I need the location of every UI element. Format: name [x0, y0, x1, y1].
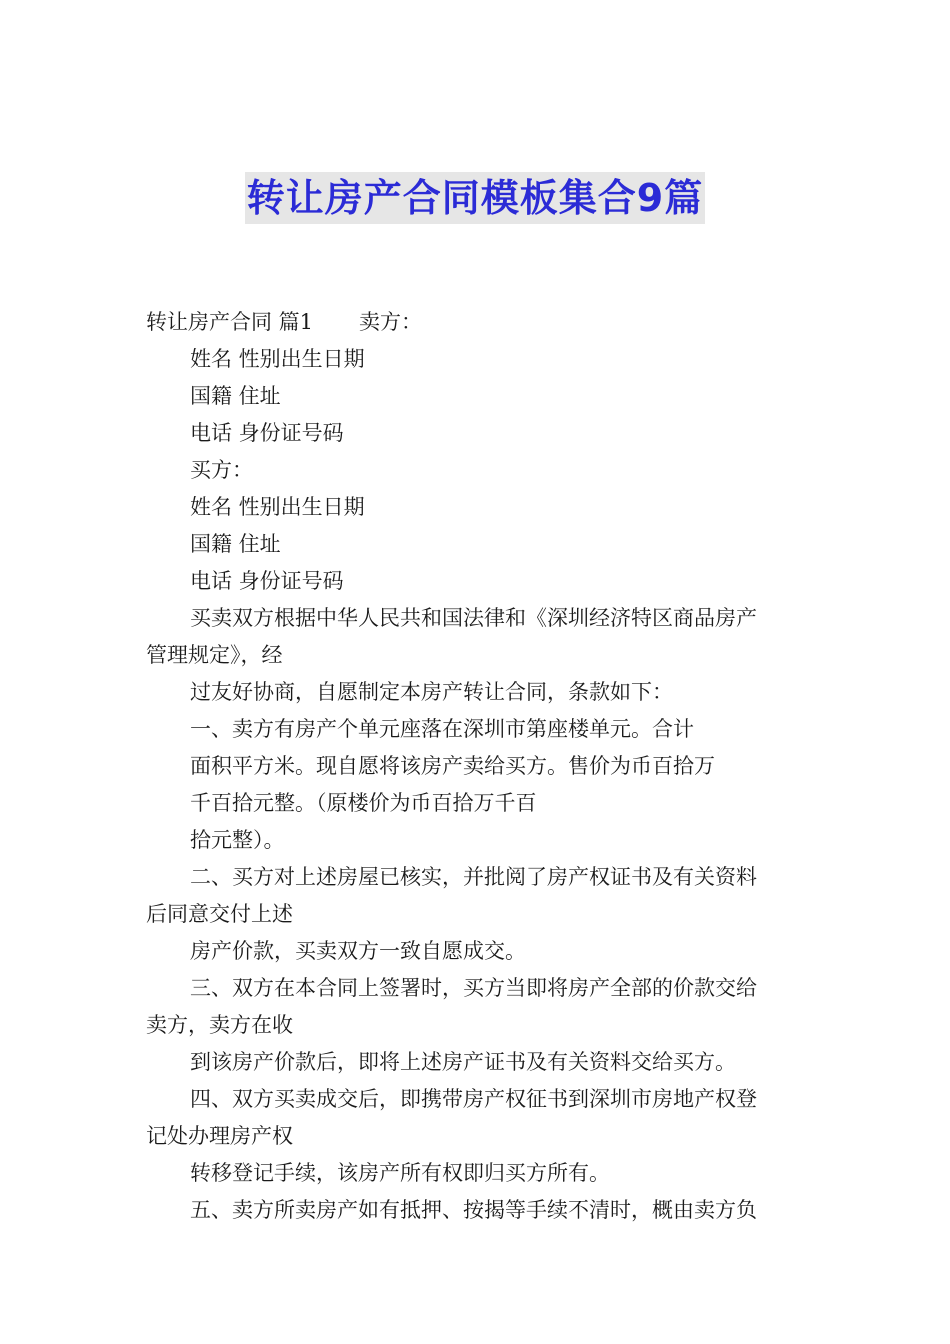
- paragraph-line: 管理规定》，经: [146, 643, 283, 667]
- paragraph-line: 国籍 住址: [190, 532, 281, 556]
- paragraph-line: 买方：: [190, 458, 253, 482]
- paragraph-line: 到该房产价款后，即将上述房产证书及有关资料交给买方。: [190, 1050, 736, 1074]
- paragraph-line: 拾元整）。: [190, 828, 285, 852]
- seller-label: 卖方：: [359, 310, 423, 334]
- paragraph-line: 四、双方买卖成交后，即携带房产权征书到深圳市房地产权登: [190, 1087, 757, 1111]
- paragraph-line: 房产价款，买卖双方一致自愿成交。: [190, 939, 526, 963]
- paragraph-line: 记处办理房产权: [146, 1124, 293, 1148]
- document-title: 转让房产合同模板集合9篇: [245, 172, 705, 224]
- document-body: [146, 304, 810, 1229]
- paragraph-line: 二、买方对上述房屋已核实，并批阅了房产权证书及有关资料: [190, 865, 757, 889]
- paragraph-line: 姓名 性别出生日期: [190, 495, 365, 519]
- paragraph-line: 电话 身份证号码: [190, 569, 344, 593]
- section-heading-line: [146, 304, 810, 341]
- title-container: [0, 172, 950, 224]
- section-label: 转让房产合同 篇1: [146, 310, 314, 334]
- paragraph-line: 国籍 住址: [190, 384, 281, 408]
- paragraph-line: 面积平方米。现自愿将该房产卖给买方。售价为币百拾万: [190, 754, 715, 778]
- paragraph-line: 过友好协商，自愿制定本房产转让合同，条款如下：: [190, 680, 673, 704]
- paragraph-line: 转移登记手续，该房产所有权即归买方所有。: [190, 1161, 610, 1185]
- paragraph-line: 后同意交付上述: [146, 902, 293, 926]
- paragraph-line: 买卖双方根据中华人民共和国法律和《深圳经济特区商品房产: [190, 606, 757, 630]
- paragraph-line: 电话 身份证号码: [190, 421, 344, 445]
- paragraph-line: 一、卖方有房产个单元座落在深圳市第座楼单元。合计: [190, 717, 694, 741]
- paragraph-line: 卖方，卖方在收: [146, 1013, 293, 1037]
- paragraph-line: 姓名 性别出生日期: [190, 347, 365, 371]
- paragraph-line: 五、卖方所卖房产如有抵押、按揭等手续不清时，概由卖方负: [190, 1198, 757, 1222]
- paragraph-line: 三、双方在本合同上签署时，买方当即将房产全部的价款交给: [190, 976, 757, 1000]
- paragraph-line: 千百拾元整。（原楼价为币百拾万千百: [190, 791, 537, 815]
